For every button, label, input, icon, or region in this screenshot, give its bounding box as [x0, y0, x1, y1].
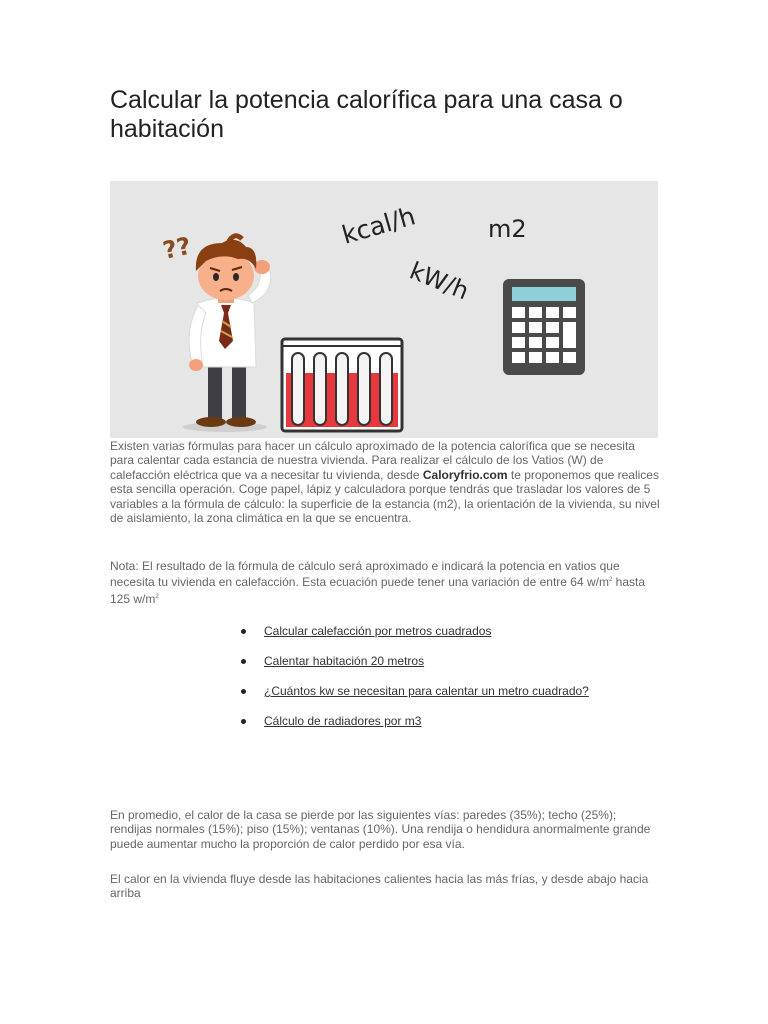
heat-flow-paragraph: El calor en la vivienda fluye desde las habitaciones calientes hacia las más frías, y desde abajo hacia arriba	[110, 872, 649, 901]
label-m2: m2	[488, 215, 527, 243]
intro-text: Existen varias fórmulas para hacer un cálculo aproximado de la potencia calorífica que se necesita para calentar cada estancia de nuestra vivienda. Para realizar el cálculo de los Vatios (W) de calefacción eléctrica que va a necesitar tu vivienda, desde	[110, 439, 635, 482]
label-kwh: kW/h	[405, 256, 473, 306]
page-title: Calcular la potencia calorífica para una casa o habitación	[110, 86, 623, 143]
heat-loss-paragraph: En promedio, el calor de la casa se pierde por las siguientes vías: paredes (35%); techo (25%); rendijas normales (15%); piso (15%); ventanas (10%). Una rendija o hendidura anormalmente grande puede aumentar mucho la proporción de calor perdido por esa vía.	[110, 808, 651, 851]
hero-illustration	[110, 181, 658, 438]
bullet-icon	[241, 659, 246, 664]
list-item	[240, 624, 589, 654]
note-superscript: 2	[608, 577, 613, 584]
list-item	[240, 654, 589, 684]
link-kw-metro-cuadrado[interactable]: ¿Cuántos kw se necesitan para calentar un metro cuadrado?	[264, 684, 589, 698]
hero-svg	[110, 181, 658, 438]
question-marks-icon: ??	[160, 231, 194, 265]
bullet-icon	[241, 629, 246, 634]
link-calefaccion-metros[interactable]: Calcular calefacción por metros cuadrados	[264, 624, 492, 638]
calculator-icon	[503, 279, 585, 375]
radiator-icon	[282, 339, 402, 431]
label-kcal: kcal/h	[338, 201, 419, 250]
bullet-icon	[241, 719, 246, 724]
list-item	[240, 714, 589, 744]
note-superscript: 2	[155, 593, 159, 600]
note-paragraph	[110, 559, 660, 606]
list-item	[240, 684, 589, 714]
related-links-list	[240, 624, 589, 744]
link-habitacion-20-metros[interactable]: Calentar habitación 20 metros	[264, 654, 425, 668]
note-text: Nota: El resultado de la fórmula de cálculo será aproximado e indicará la potencia en vatios que necesita tu vivienda en calefacción. Esta ecuación puede tener una variación de entre 64 w/m	[110, 559, 620, 590]
intro-paragraph	[110, 439, 660, 525]
link-radiadores-m3[interactable]: Cálculo de radiadores por m3	[264, 714, 422, 728]
bullet-icon	[241, 689, 246, 694]
note-text-middle: hasta 125 w/m	[110, 575, 646, 606]
brand-name: Caloryfrio.com	[422, 467, 508, 482]
intro-text-continued: te proponemos que realices esta sencilla operación. Coge papel, lápiz y calculadora porque tendrás que trasladar los valores de 5 variables a la fórmula de cálculo: la superficie de la estancia (m2), la orientación de la vivienda, su nivel de aislamiento, la zona climática en la que se encuentra.	[110, 467, 660, 526]
